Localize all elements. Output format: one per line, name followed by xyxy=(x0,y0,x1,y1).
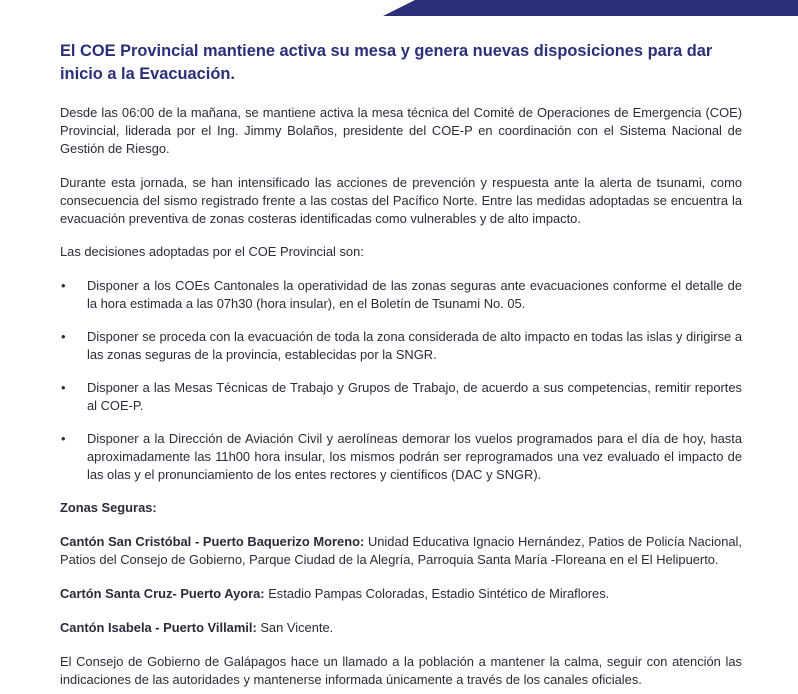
zone-san-cristobal xyxy=(60,533,742,569)
decisions-intro: Las decisiones adoptadas por el COE Provincial son: xyxy=(60,244,364,259)
zone-places: San Vicente. xyxy=(256,620,334,635)
zone-canton-label: Cartón Santa Cruz- Puerto Ayora: xyxy=(60,586,265,601)
zone-santa-cruz xyxy=(60,585,742,603)
decision-text: Disponer a las Mesas Técnicas de Trabajo y Grupos de Trabajo, de acuerdo a sus competencias, remitir reportes al COE-P. xyxy=(87,380,742,413)
decision-text: Disponer a la Dirección de Aviación Civil y aerolíneas demorar los vuelos programados para el día de hoy, hasta aproximadamente las 11h00 hora insular, los mismos podrán ser reprogramados una vez evaluado el impacto de las olas y el pronunciamiento de los entes rectores y científicos (DAC y SNGR). xyxy=(87,431,742,482)
bullet-icon: • xyxy=(61,431,66,446)
list-item xyxy=(60,379,742,415)
bullet-icon: • xyxy=(61,329,66,344)
list-item xyxy=(60,430,742,484)
press-release xyxy=(60,40,742,689)
zone-places: Estadio Pampas Coloradas, Estadio Sintético de Miraflores. xyxy=(264,586,610,601)
zones-heading: Zonas Seguras: xyxy=(60,500,157,515)
decisions-list xyxy=(60,277,742,484)
decision-text: Disponer se proceda con la evacuación de toda la zona considerada de alto impacto en todas las islas y dirigirse a las zonas seguras de la provincia, establecidas por la SNGR. xyxy=(87,329,742,362)
zone-places: Unidad Educativa Ignacio Hernández, Patios de Policía Nacional, Patios del Consejo de Gobierno, Parque Ciudad de la Alegría, Parroquia Santa María -Floreana en el El Helipuerto. xyxy=(60,534,742,567)
page-title: El COE Provincial mantiene activa su mesa y genera nuevas disposiciones para dar inicio a la Evacuación. xyxy=(60,42,713,83)
bullet-icon: • xyxy=(61,278,66,293)
context-paragraph: Durante esta jornada, se han intensificado las acciones de prevención y respuesta ante la alerta de tsunami, como consecuencia del sismo registrado frente a las costas del Pacífico Norte. Entre las medidas adoptadas se encuentra la evacuación preventiva de zonas costeras identificadas como vulnerables y de alto impacto. xyxy=(60,175,742,226)
intro-paragraph: Desde las 06:00 de la mañana, se mantiene activa la mesa técnica del Comité de Operaciones de Emergencia (COE) Provincial, liderada por el Ing. Jimmy Bolaños, presidente del COE-P en coordinación con el Sistema Nacional de Gestión de Riesgo. xyxy=(60,105,742,156)
bullet-icon: • xyxy=(61,380,66,395)
zone-isabela xyxy=(60,619,742,637)
zone-canton-label: Cantón Isabela - Puerto Villamil: xyxy=(60,620,257,635)
zone-canton-label: Cantón San Cristóbal - Puerto Baquerizo Moreno: xyxy=(60,534,365,549)
closing-paragraph: El Consejo de Gobierno de Galápagos hace un llamado a la población a mantener la calma, seguir con atención las indicaciones de las autoridades y mantenerse informada únicamente a través de los canales oficiales. xyxy=(60,654,742,687)
header-banner xyxy=(383,0,798,16)
list-item xyxy=(60,328,742,364)
list-item xyxy=(60,277,742,313)
decision-text: Disponer a los COEs Cantonales la operatividad de las zonas seguras ante evacuaciones conforme el detalle de la hora estimada a las 07h30 (hora insular), en el Boletín de Tsunami No. 05. xyxy=(87,278,742,311)
